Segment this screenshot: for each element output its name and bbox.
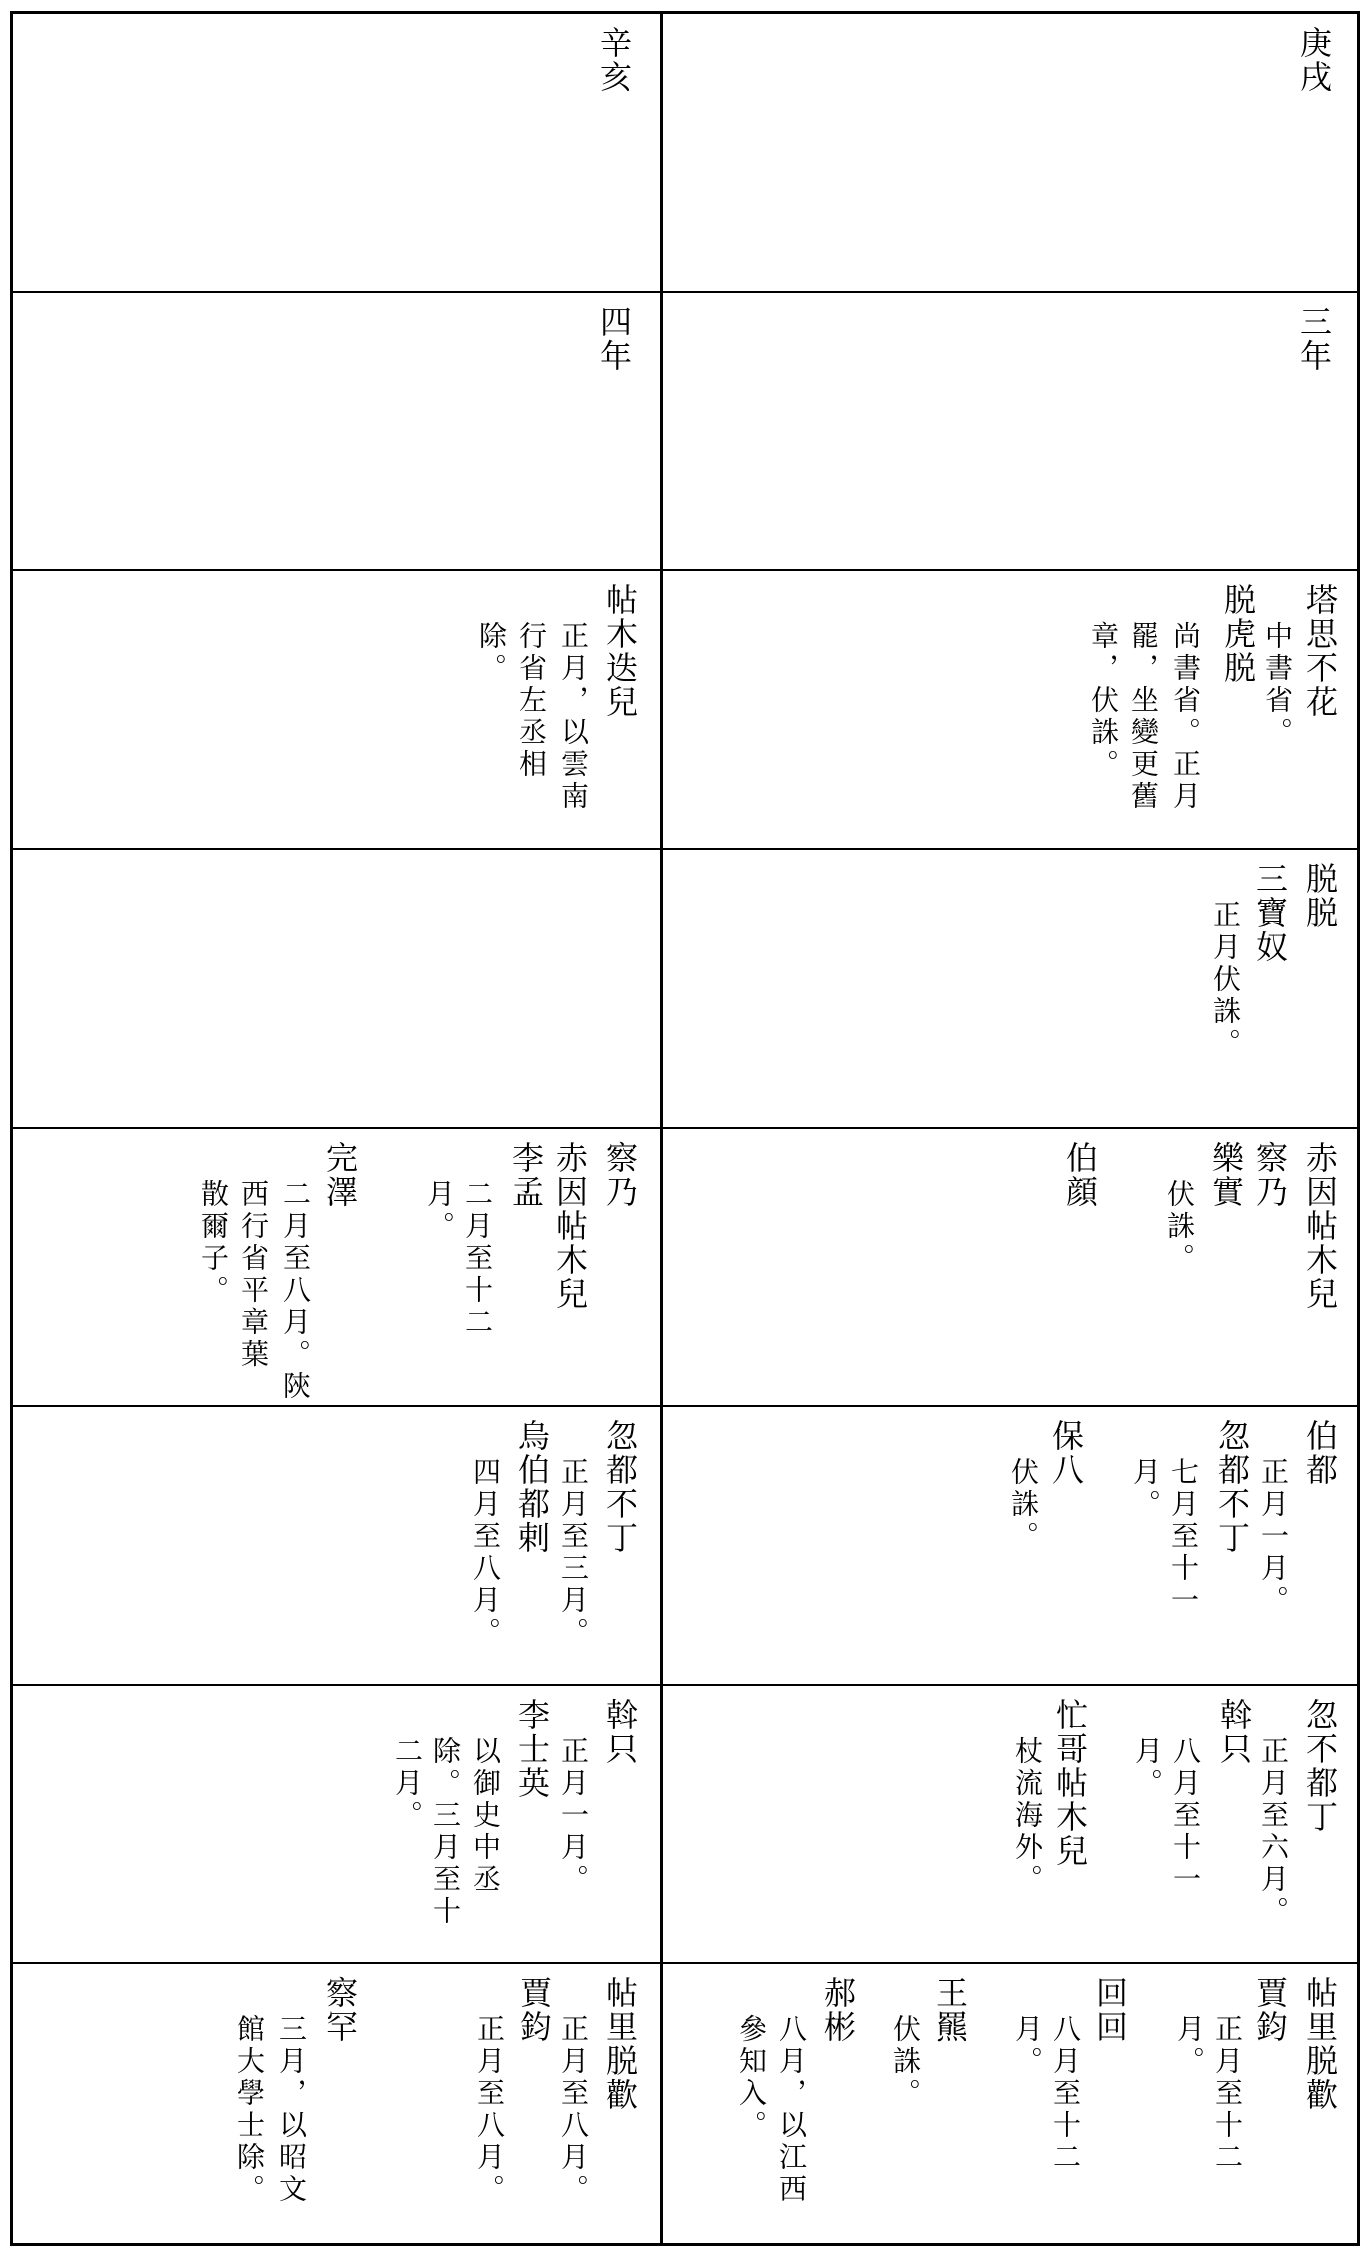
- entry-name: 辛亥: [595, 26, 633, 94]
- cell-entries: [592, 305, 642, 564]
- entry-name: 三寶奴: [1251, 861, 1289, 964]
- table-cell-left: [13, 293, 663, 572]
- table-cell-left: [13, 1686, 663, 1965]
- entry-note: 三月，以昭文: [275, 2014, 308, 2207]
- entry-note: 散爾子。: [197, 1178, 230, 1307]
- entry-name: 忽都不丁: [1213, 1419, 1251, 1556]
- entry-note: 月。: [1011, 2014, 1044, 2079]
- entry-name: 保八: [1047, 1419, 1085, 1488]
- entry-note: 二月至十二: [461, 1178, 494, 1339]
- cell-entries: [592, 26, 642, 285]
- entry-name: 脱脱: [1301, 861, 1339, 930]
- table-cell-right: [663, 850, 1360, 1129]
- entry-note: 西行省平章葉: [237, 1178, 270, 1371]
- entry-name: 忽不都丁: [1301, 1697, 1339, 1834]
- entry-name: 賈鈞: [515, 1976, 553, 2045]
- table-cell-right: [663, 571, 1360, 850]
- entry-name: 三年: [1295, 304, 1333, 373]
- entry-note: 以御史中丞: [469, 1735, 502, 1896]
- table-cell-left: [13, 571, 663, 850]
- entry-note: 正月至八月。: [473, 2014, 506, 2207]
- entry-note: 伏誅。: [889, 2014, 922, 2111]
- table-cell-right: [663, 293, 1360, 572]
- entry-note: 杖流海外。: [1011, 1735, 1044, 1896]
- entry-note: 尚書省。正月: [1169, 621, 1202, 814]
- entry-note: 正月至三月。: [557, 1457, 590, 1650]
- cell-entries: [1086, 583, 1342, 842]
- table-cell-right: [663, 1686, 1360, 1965]
- table-cell-left: [13, 850, 663, 1129]
- cell-entries: [1292, 26, 1342, 285]
- cell-entries: [196, 1140, 642, 1403]
- entry-note: 正月伏誅。: [1209, 899, 1242, 1060]
- entry-note: 章，伏誅。: [1087, 621, 1120, 782]
- entry-name: 斡只: [601, 1697, 639, 1766]
- entry-name: 察罕: [321, 1976, 359, 2045]
- entry-note: 正月一月。: [557, 1735, 590, 1896]
- entry-note: 參知入。: [735, 2014, 768, 2143]
- table-cell-right: [663, 14, 1360, 293]
- entry-note: 正月至八月。: [557, 2014, 590, 2207]
- entry-note: 中書省。: [1261, 621, 1294, 750]
- entry-note: 月。: [1129, 1457, 1162, 1522]
- cell-entries: [232, 1976, 642, 2237]
- entry-note: 正月至十二: [1211, 2014, 1244, 2175]
- entry-name: 赤因帖木兒: [1301, 1140, 1339, 1311]
- entry-name: 帖里脱歡: [601, 1976, 639, 2113]
- entry-note: 四月至八月。: [469, 1457, 502, 1650]
- officials-table: [10, 11, 1360, 2246]
- cell-entries: [1010, 1698, 1342, 1957]
- table-cell-left: [13, 1129, 663, 1408]
- entry-name: 王羆: [931, 1976, 969, 2045]
- entry-name: 完澤: [321, 1140, 359, 1209]
- cell-entries: [734, 1976, 1342, 2237]
- entry-name: 伯顔: [1061, 1140, 1099, 1209]
- entry-note: 正月，以雲南: [557, 621, 590, 814]
- entry-note: 行省左丞相: [515, 621, 548, 782]
- cell-entries: [1208, 862, 1342, 1121]
- entry-name: 察乃: [1251, 1140, 1289, 1209]
- table-cell-left: [13, 14, 663, 293]
- entry-note: 館大學士除。: [233, 2014, 266, 2207]
- entry-name: 帖木迭兒: [601, 583, 639, 720]
- entry-name: 樂實: [1207, 1140, 1245, 1209]
- cell-entries: [474, 583, 642, 842]
- entry-note: 八月，以江西: [775, 2014, 808, 2207]
- table-cell-left: [13, 1407, 663, 1686]
- cell-entries: [1058, 1141, 1342, 1400]
- entry-note: 月。: [1131, 1735, 1164, 1800]
- entry-name: 帖里脱歡: [1301, 1976, 1339, 2113]
- entry-name: 脱虎脱: [1219, 583, 1257, 686]
- entry-name: 斡只: [1215, 1697, 1253, 1766]
- entry-note: 八月至十二: [1049, 2014, 1082, 2175]
- cell-entries: [468, 1419, 642, 1678]
- entry-name: 忽都不丁: [601, 1419, 639, 1556]
- entry-name: 李士英: [513, 1697, 551, 1800]
- table-cell-left: [13, 1964, 663, 2243]
- entry-name: 塔思不花: [1301, 583, 1339, 720]
- entry-note: 二月。: [391, 1735, 424, 1832]
- entry-name: 四年: [595, 304, 633, 373]
- table-cell-right: [663, 1964, 1360, 2243]
- entry-name: 察乃: [601, 1140, 639, 1209]
- entry-name: 赤因帖木兒: [551, 1140, 589, 1311]
- entry-note: 除。三月至十: [429, 1735, 462, 1928]
- entry-name: 李孟: [507, 1140, 545, 1209]
- entry-note: 七月至十一: [1167, 1457, 1200, 1618]
- entry-name: 忙哥帖木兒: [1051, 1697, 1089, 1868]
- entry-name: 庚戌: [1295, 26, 1333, 94]
- entry-note: 罷，坐變更舊: [1127, 621, 1160, 814]
- entry-name: 烏伯都剌: [513, 1419, 551, 1556]
- cell-entries: [390, 1698, 642, 1957]
- table-cell-right: [663, 1407, 1360, 1686]
- entry-note: 正月至六月。: [1257, 1735, 1290, 1928]
- entry-note: 月。: [1173, 2014, 1206, 2079]
- entry-name: 賈鈞: [1251, 1976, 1289, 2045]
- entry-note: 二月至八月。陝: [279, 1178, 312, 1403]
- entry-note: 八月至十一: [1169, 1735, 1202, 1896]
- cell-entries: [1292, 305, 1342, 564]
- entry-note: 伏誅。: [1007, 1457, 1040, 1554]
- entry-note: 除。: [475, 621, 508, 686]
- table-cell-right: [663, 1129, 1360, 1408]
- entry-name: 回回: [1091, 1976, 1129, 2045]
- entry-name: 郝彬: [819, 1976, 857, 2045]
- entry-note: 伏誅。: [1163, 1178, 1196, 1275]
- entry-note: 月。: [423, 1178, 456, 1243]
- entry-name: 伯都: [1301, 1419, 1339, 1488]
- cell-entries: [1006, 1419, 1342, 1678]
- entry-note: 正月一月。: [1257, 1457, 1290, 1618]
